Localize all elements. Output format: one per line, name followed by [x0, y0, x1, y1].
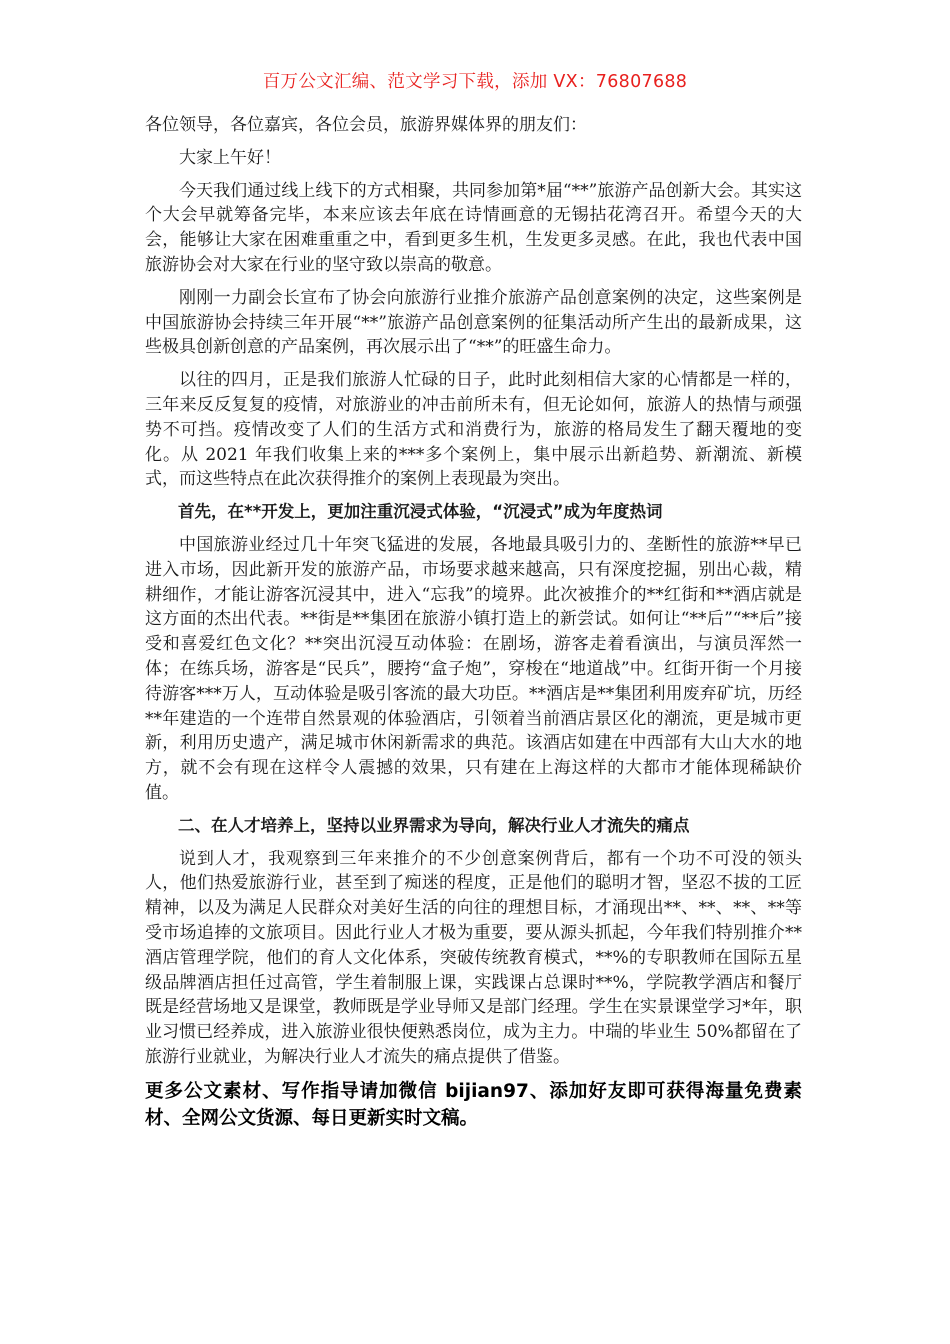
paragraph-2: 刚刚一力副会长宣布了协会向旅游行业推介旅游产品创意案例的决定，这些案例是中国旅游协会持续三年开展“**”旅游产品创意案例的征集活动所产生出的最新成果，这些极具创新创意的产品案例，再次展示出了“**”的旺盛生命力。: [145, 287, 802, 358]
section-heading-2: 二、在人才培养上，坚持以业界需求为导向，解决行业人才流失的痛点: [178, 815, 690, 835]
section-heading-1: 首先，在**开发上，更加注重沉浸式体验，“沉浸式”成为年度热词: [178, 502, 663, 522]
footer-promo: 更多公文素材、写作指导请加微信 bijian97、添加好友即可获得海量免费素材、全网公文货源、每日更新实时文稿。: [145, 1080, 802, 1129]
paragraph-3: 以往的四月，正是我们旅游人忙碌的日子，此时此刻相信大家的心情都是一样的，三年来反反复复的疫情，对旅游业的冲击前所未有，但无论如何，旅游人的热情与顽强势不可挡。疫情改变了人们的生活方式和消费行为，旅游的格局发生了翻天覆地的变化。从 2021 年我们收集上来的***多个案例上，集中展示出新趋势、新潮流、新模式，而这些特点在此次获得推介的案例上表现最为突出。: [145, 370, 802, 490]
paragraph-1: 今天我们通过线上线下的方式相聚，共同参加第*届“**”旅游产品创新大会。其实这个大会早就筹备完毕，本来应该去年底在诗情画意的无锡拈花湾召开。希望今天的大会，能够让大家在困难重重之中，看到更多生机，生发更多灵感。在此，我也代表中国旅游协会对大家在行业的坚守致以崇高的敬意。: [145, 180, 802, 275]
salutation: 各位领导，各位嘉宾，各位会员，旅游界媒体界的朋友们：: [145, 115, 587, 135]
header-banner: 百万公文汇编、范文学习下载，添加 VX：76807688: [262, 72, 688, 92]
paragraph-4: 中国旅游业经过几十年突飞猛进的发展，各地最具吸引力的、垄断性的旅游**早已进入市场，因此新开发的旅游产品，市场要求越来越高，只有深度挖掘，别出心裁，精耕细作，才能让游客沉浸其中，进入“忘我”的境界。此次被推介的**红街和**酒店就是这方面的杰出代表。**街是**集团在旅游小镇打造上的新尝试。如何让“**后”“**后”接受和喜爱红色文化？**突出沉浸互动体验：在剧场，游客走着看演出，与演员浑然一体；在练兵场，游客是“民兵”，腰挎“盒子炮”，穿梭在“地道战”中。红街开街一个月接待游客***万人，互动体验是吸引客流的最大功臣。**酒店是**集团利用废弃矿坑，历经**年建造的一个连带自然景观的体验酒店，引领着当前酒店景区化的潮流，更是城市更新，利用历史遗产，满足城市休闲新需求的典范。该酒店如建在中西部有大山大水的地方，就不会有现在这样令人震撼的效果，只有建在上海这样的大都市才能体现稀缺价值。: [145, 534, 802, 803]
document-body: [145, 113, 802, 1132]
paragraph-5: 说到人才，我观察到三年来推介的不少创意案例背后，都有一个功不可没的领头人，他们热爱旅游行业，甚至到了痴迷的程度，正是他们的聪明才智，坚忍不拔的工匠精神，以及为满足人民群众对美好生活的向往的理想目标，才涌现出**、**、**、**等受市场追捧的文旅项目。因此行业人才极为重要，要从源头抓起，今年我们特别推介**酒店管理学院，他们的育人文化体系，突破传统教育模式，**%的专职教师在国际五星级品牌酒店担任过高管，学生着制服上课，实践课占总课时**%，学院教学酒店和餐厅既是经营场地又是课堂，教师既是学业导师又是部门经理。学生在实景课堂学习*年，职业习惯已经养成，进入旅游业很快便熟悉岗位，成为主力。中瑞的毕业生 50%都留在了旅游行业就业，为解决行业人才流失的痛点提供了借鉴。: [145, 848, 802, 1067]
greeting: 大家上午好！: [179, 147, 281, 168]
